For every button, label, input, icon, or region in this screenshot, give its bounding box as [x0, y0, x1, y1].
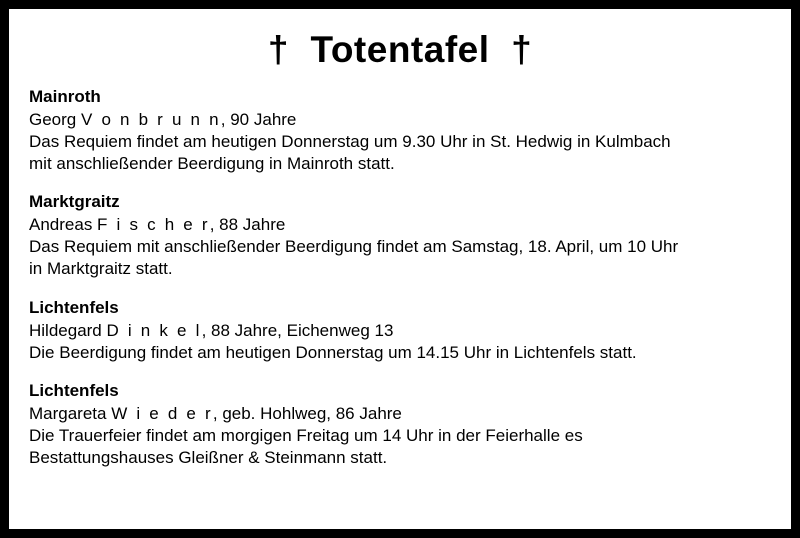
person-firstname: Margareta: [29, 403, 112, 423]
obituary-entry: [29, 192, 771, 280]
entry-place: Mainroth: [29, 87, 101, 106]
obituary-entry: [29, 87, 771, 175]
entry-text-line: in Marktgraitz statt.: [29, 259, 173, 279]
entry-place: Lichtenfels: [29, 297, 119, 317]
entry-text-line: mit anschließender Beerdigung in Mainroth statt.: [29, 154, 395, 174]
person-firstname: Hildegard: [29, 320, 107, 340]
entry-text-line: Bestattungshauses Gleißner & Steinmann statt.: [29, 447, 388, 467]
entry-person: [29, 403, 771, 425]
person-firstname: Andreas: [29, 215, 98, 235]
page-title: † Totentafel †: [267, 29, 533, 70]
entry-text-line: Die Beerdigung findet am heutigen Donnerstag um 14.15 Uhr in Lichtenfels statt.: [29, 342, 637, 362]
entry-text-line: Das Requiem findet am heutigen Donnerstag um 9.30 Uhr in St. Hedwig in Kulmbach: [29, 132, 671, 152]
person-surname: W i e d e r: [111, 403, 213, 423]
entry-place: Marktgraitz: [29, 192, 120, 212]
entry-text-line: Die Trauerfeier findet am morgigen Freitag um 14 Uhr in der Feierhalle es: [29, 425, 583, 445]
person-details: , 88 Jahre, Eichenweg 13: [201, 320, 394, 340]
obituary-entry: [29, 298, 771, 364]
entry-person: [29, 109, 771, 131]
person-firstname: Georg: [29, 110, 81, 129]
person-surname: D i n k e l: [106, 320, 202, 340]
entry-place: Lichtenfels: [29, 380, 119, 400]
person-details: , geb. Hohlweg, 86 Jahre: [212, 403, 402, 423]
person-details: , 90 Jahre: [220, 110, 297, 129]
person-surname: F i s c h e r: [97, 215, 210, 235]
entry-person: [29, 214, 771, 236]
entry-text-line: Das Requiem mit anschließender Beerdigung findet am Samstag, 18. April, um 10 Uhr: [29, 237, 679, 257]
obituary-entry: [29, 381, 771, 469]
person-surname: V o n b r u n n: [80, 110, 221, 129]
entry-person: [29, 320, 771, 342]
person-details: , 88 Jahre: [209, 215, 286, 235]
